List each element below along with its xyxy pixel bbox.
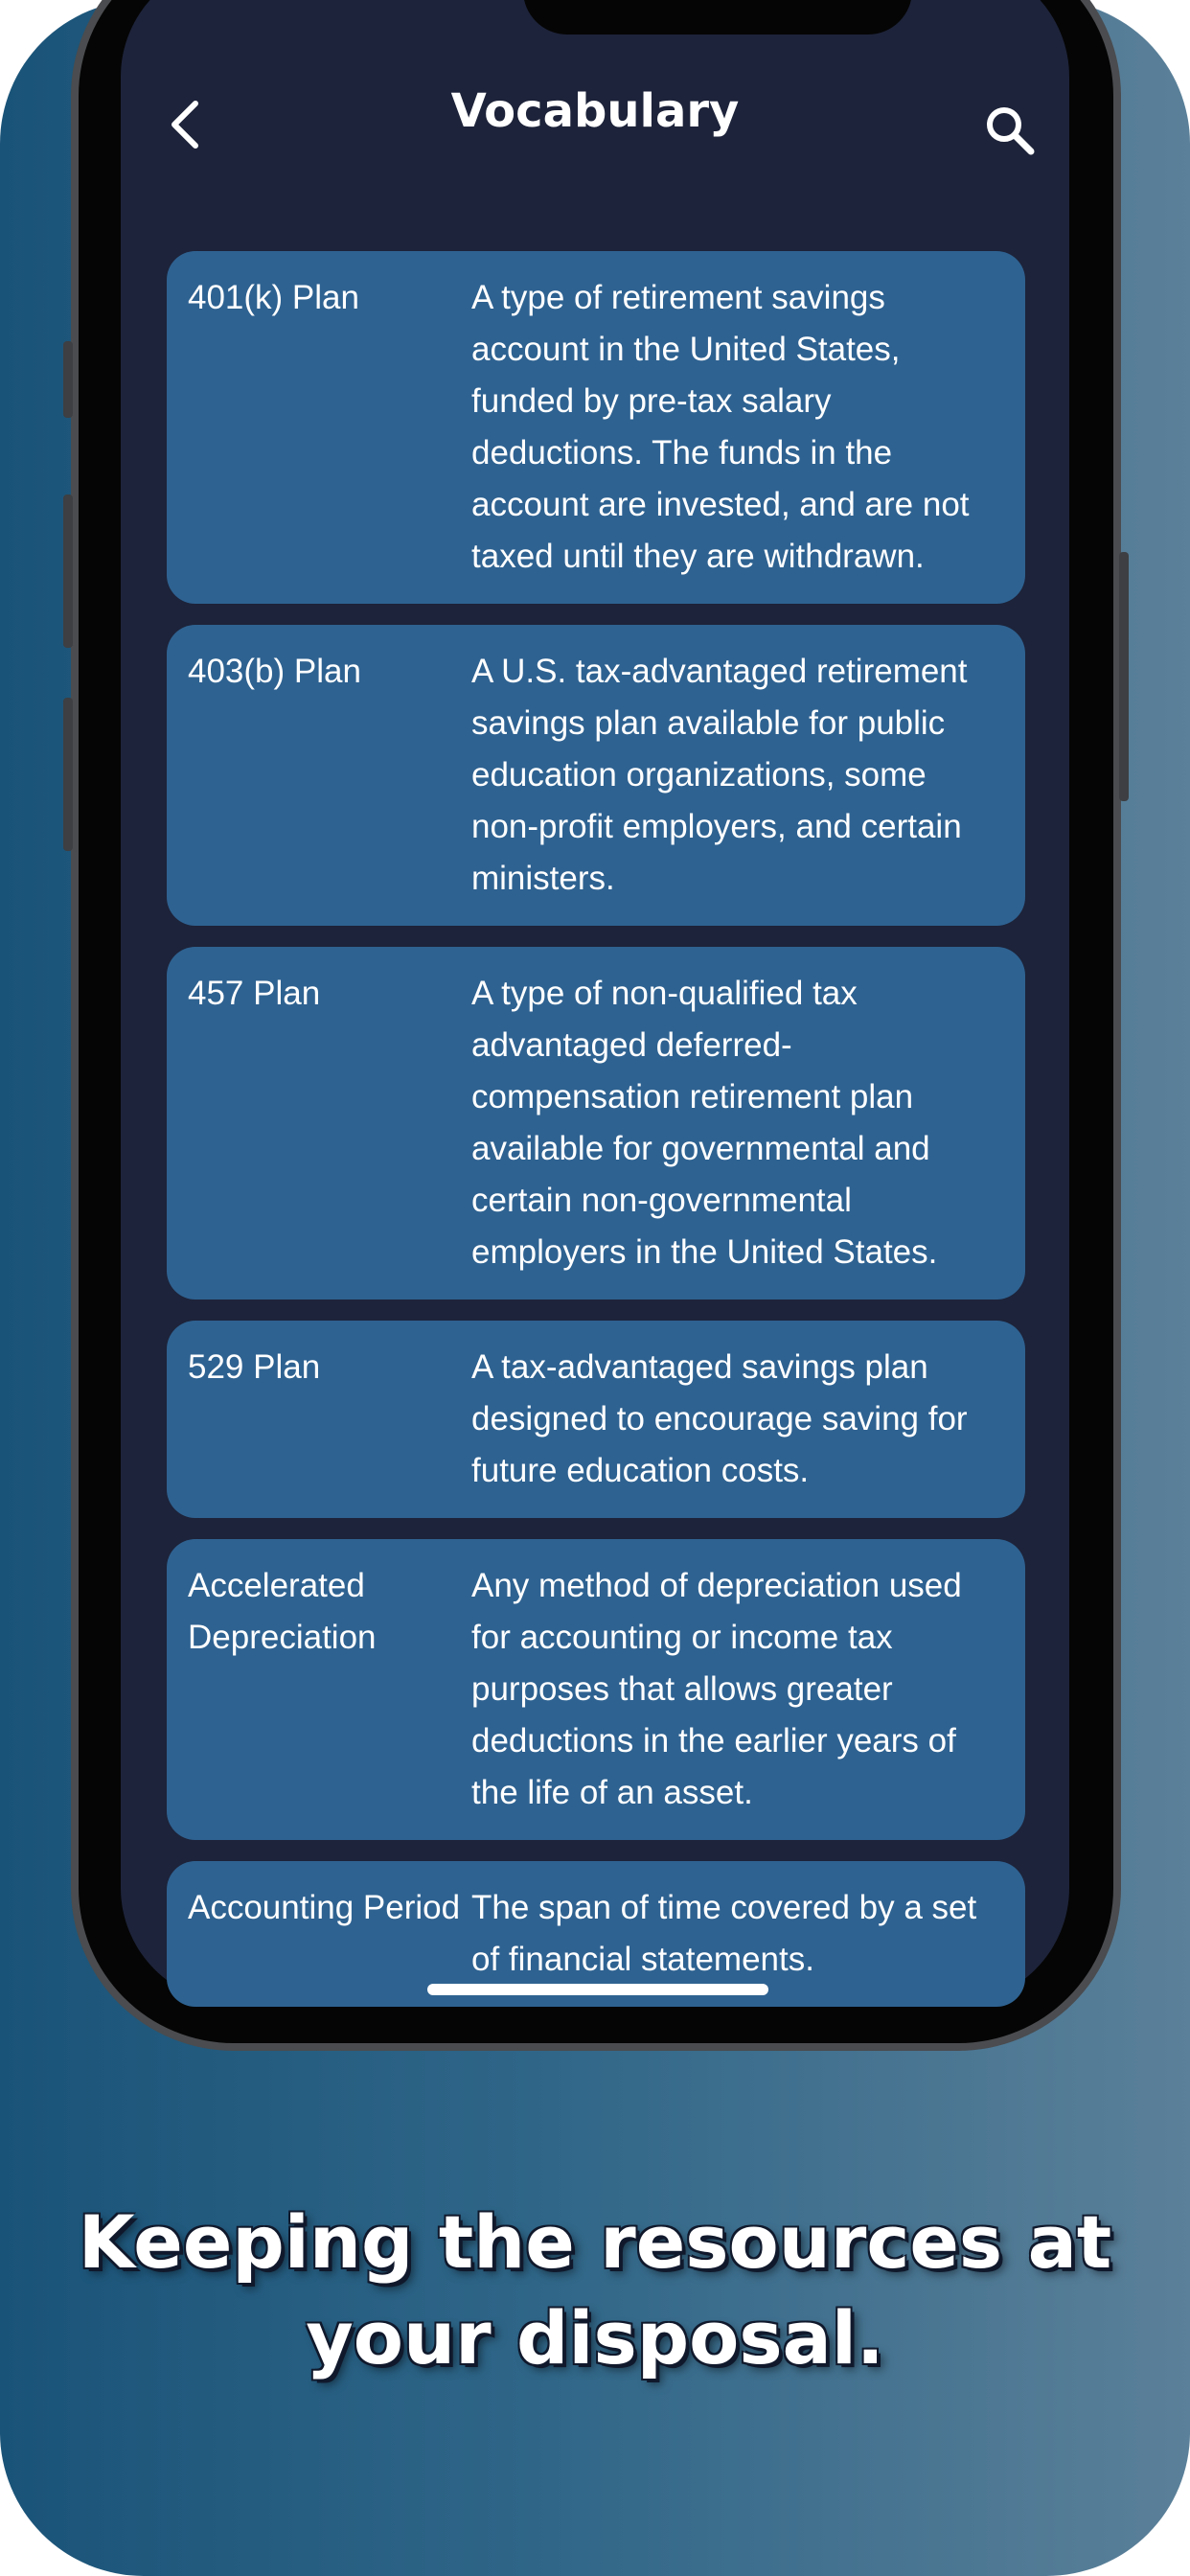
power-button: [1119, 552, 1129, 801]
vocab-card-457[interactable]: [167, 947, 1025, 1300]
vocab-term: 403(b) Plan: [188, 653, 361, 690]
marketing-caption: [0, 2195, 1190, 2386]
vocab-definition: A type of retirement savings account in the United States, funded by pre-tax salary deductions. The funds in the account are invested, and are not taxed until they are withdrawn.: [471, 279, 970, 575]
caption-line-2: your disposal.: [306, 2295, 884, 2380]
vocab-term: Accounting Period: [188, 1889, 461, 1926]
vocab-definition: The span of time covered by a set of financial statements.: [471, 1889, 977, 1978]
search-icon[interactable]: [983, 104, 1037, 157]
vocab-term: 401(k) Plan: [188, 279, 359, 316]
vocab-term: Accelerated Depreciation: [188, 1567, 377, 1656]
vocab-card-403b[interactable]: [167, 625, 1025, 926]
dynamic-island: [523, 0, 912, 34]
vocab-definition: A type of non-qualified tax advantaged deferred-compensation retirement plan available for governmental and certain non-governmental employers in the United States.: [471, 975, 938, 1271]
vocab-card-accelerated-depreciation[interactable]: [167, 1539, 1025, 1840]
page-title: Vocabulary: [450, 84, 740, 138]
vocab-definition: Any method of depreciation used for accounting or income tax purposes that allows greater deductions in the earlier years of the life of an asset.: [471, 1567, 962, 1811]
volume-up-button: [63, 494, 73, 648]
vocab-definition: A U.S. tax-advantaged retirement savings plan available for public education organizations, some non-profit employers, and certain ministers.: [471, 653, 968, 897]
vocab-card-401k[interactable]: [167, 251, 1025, 604]
vocab-definition: A tax-advantaged savings plan designed to encourage saving for future education costs.: [471, 1348, 968, 1489]
vocab-term: 529 Plan: [188, 1348, 321, 1386]
vocabulary-list[interactable]: [167, 251, 1025, 1978]
caption-line-1: Keeping the resources at: [78, 2199, 1112, 2285]
vocab-card-529[interactable]: [167, 1321, 1025, 1518]
app-screen: [121, 0, 1069, 2003]
home-indicator[interactable]: [427, 1984, 768, 1995]
volume-down-button: [63, 698, 73, 851]
silent-switch: [63, 341, 73, 418]
vocab-term: 457 Plan: [188, 975, 321, 1012]
